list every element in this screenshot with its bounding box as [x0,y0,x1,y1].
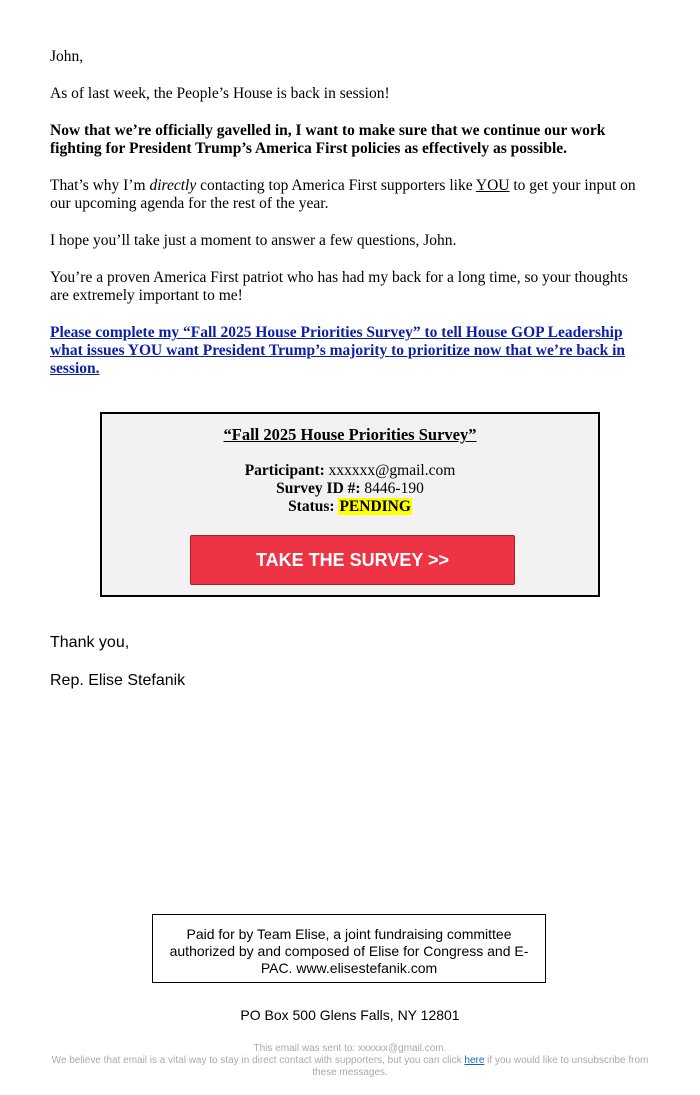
request-paragraph: I hope you’ll take just a moment to answer a few questions, John. [50,232,457,249]
survey-id-value: 8446-190 [364,480,424,497]
status-row [102,498,598,516]
sent-to-notice: This email was sent to: xxxxxx@gmail.com. [253,1043,447,1054]
survey-link-paragraph [50,324,650,378]
signature: Rep. Elise Stefanik [50,672,186,689]
intro-paragraph: As of last week, the People’s House is back in session! [50,85,390,102]
patriot-paragraph: You’re a proven America First patriot who has had my back for a long time, so your thoughts are extremely important to me! [50,269,628,304]
greeting: John, [50,48,84,65]
participant-value: xxxxxx@gmail.com [328,462,456,479]
status-badge: PENDING [339,498,411,515]
unsubscribe-text: if you would like to unsubscribe from these messages. [312,1055,649,1078]
survey-box [100,412,600,597]
unsubscribe-notice [45,1055,655,1079]
text-segment: contacting top America First supporters like [196,177,476,194]
paid-for-disclaimer: Paid for by Team Elise, a joint fundraising committee authorized by and composed of Elise for Congress and E-PAC. www.elisestefanik.com [152,914,546,983]
email-body [50,48,650,397]
bold-paragraph: Now that we’re officially gavelled in, I want to make sure that we continue our work fighting for President Trump’s America First policies as effectively as possible. [50,122,606,157]
email-footer [45,1043,655,1079]
thank-you: Thank you, [50,634,130,651]
survey-info [102,462,598,516]
participant-label: Participant: [244,462,325,479]
survey-id-label: Survey ID #: [276,480,361,497]
survey-link[interactable]: Please complete my “Fall 2025 House Priorities Survey” to tell House GOP Leadership what issues YOU want President Trump’s majority to prioritize now that we’re back in session. [50,324,626,377]
status-label: Status: [288,498,335,515]
directly-paragraph [50,177,650,213]
participant-row [102,462,598,480]
unsubscribe-link[interactable]: here [464,1055,485,1066]
survey-id-row [102,480,598,498]
unsubscribe-text: We believe that email is a vital way to stay in direct contact with supporters, but you can click [51,1055,465,1066]
text-segment: That’s why I’m [50,177,150,194]
survey-title: “Fall 2025 House Priorities Survey” [223,425,477,444]
emphasis-text: directly [149,177,197,194]
mailing-address: PO Box 500 Glens Falls, NY 12801 [240,1007,460,1023]
text-segment: to get your input on our upcoming agenda for the rest of the year. [50,177,636,212]
underlined-you: YOU [475,177,510,194]
take-survey-button[interactable]: TAKE THE SURVEY >> [190,535,515,585]
